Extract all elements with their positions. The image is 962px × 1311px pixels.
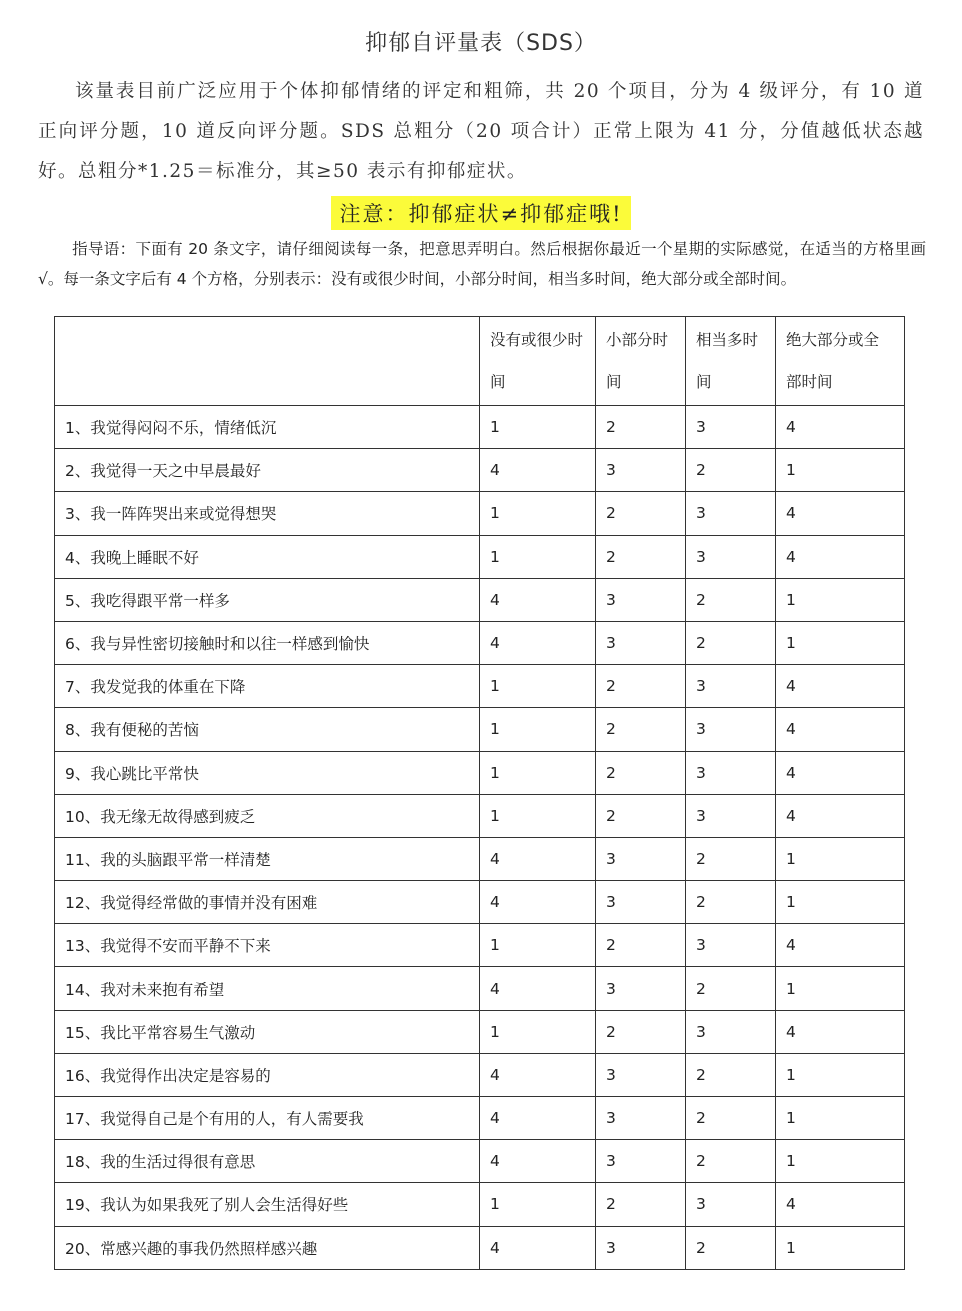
score-cell[interactable]: 2 xyxy=(596,924,686,967)
score-cell[interactable]: 2 xyxy=(596,665,686,708)
item-text: 18、我的生活过得很有意思 xyxy=(55,1140,480,1183)
score-cell[interactable]: 2 xyxy=(686,621,776,664)
item-text: 1、我觉得闷闷不乐，情绪低沉 xyxy=(55,406,480,449)
score-cell[interactable]: 4 xyxy=(776,1183,905,1226)
score-cell[interactable]: 2 xyxy=(686,967,776,1010)
score-cell[interactable]: 3 xyxy=(596,881,686,924)
score-cell[interactable]: 1 xyxy=(776,967,905,1010)
table-row xyxy=(55,708,905,751)
table-row xyxy=(55,1226,905,1269)
table-row xyxy=(55,578,905,621)
score-cell[interactable]: 1 xyxy=(480,535,596,578)
table-row xyxy=(55,1010,905,1053)
item-text: 9、我心跳比平常快 xyxy=(55,751,480,794)
score-cell[interactable]: 3 xyxy=(686,1183,776,1226)
score-cell[interactable]: 3 xyxy=(596,837,686,880)
header-rarely: 没有或很少时间 xyxy=(480,317,596,406)
intro-paragraph: 该量表目前广泛应用于个体抑郁情绪的评定和粗筛，共 20 个项目，分为 4 级评分，有 10 道正向评分题，10 道反向评分题。SDS 总粗分（20 项合计）正常上限为 41 分，分值越低状态越好。总粗分*1.25＝标准分，其≥50 表示有抑郁症状。 xyxy=(38,81,924,182)
score-cell[interactable]: 1 xyxy=(776,881,905,924)
item-text: 10、我无缘无故得感到疲乏 xyxy=(55,794,480,837)
score-cell[interactable]: 4 xyxy=(776,406,905,449)
table-row xyxy=(55,492,905,535)
item-text: 17、我觉得自己是个有用的人，有人需要我 xyxy=(55,1097,480,1140)
score-cell[interactable]: 2 xyxy=(596,751,686,794)
table-row xyxy=(55,1053,905,1096)
item-text: 4、我晚上睡眠不好 xyxy=(55,535,480,578)
score-cell[interactable]: 2 xyxy=(686,449,776,492)
score-cell[interactable]: 2 xyxy=(596,794,686,837)
score-cell[interactable]: 3 xyxy=(596,578,686,621)
table-row xyxy=(55,665,905,708)
score-cell[interactable]: 1 xyxy=(480,751,596,794)
score-cell[interactable]: 3 xyxy=(596,449,686,492)
score-cell[interactable]: 3 xyxy=(686,492,776,535)
table-row xyxy=(55,621,905,664)
item-text: 8、我有便秘的苦恼 xyxy=(55,708,480,751)
score-cell[interactable]: 3 xyxy=(686,794,776,837)
score-cell[interactable]: 3 xyxy=(596,1053,686,1096)
score-cell[interactable]: 4 xyxy=(480,621,596,664)
score-cell[interactable]: 4 xyxy=(776,751,905,794)
item-text: 15、我比平常容易生气激动 xyxy=(55,1010,480,1053)
table-row xyxy=(55,449,905,492)
table-header-row xyxy=(55,317,905,406)
score-cell[interactable]: 4 xyxy=(480,1140,596,1183)
table-row xyxy=(55,1140,905,1183)
score-cell[interactable]: 4 xyxy=(776,794,905,837)
score-cell[interactable]: 4 xyxy=(776,708,905,751)
score-cell[interactable]: 1 xyxy=(480,492,596,535)
score-cell[interactable]: 2 xyxy=(686,881,776,924)
item-text: 14、我对未来抱有希望 xyxy=(55,967,480,1010)
score-cell[interactable]: 4 xyxy=(480,449,596,492)
notice-highlight: 注意：抑郁症状≠抑郁症哦! xyxy=(331,196,630,230)
sds-scale-table xyxy=(54,316,905,1270)
table-row xyxy=(55,837,905,880)
score-cell[interactable]: 3 xyxy=(686,924,776,967)
header-mostly: 绝大部分或全部时间 xyxy=(776,317,905,406)
score-cell[interactable]: 3 xyxy=(686,751,776,794)
score-cell[interactable]: 4 xyxy=(480,1226,596,1269)
header-often: 相当多时间 xyxy=(686,317,776,406)
score-cell[interactable]: 4 xyxy=(480,578,596,621)
table-row xyxy=(55,924,905,967)
item-text: 19、我认为如果我死了别人会生活得好些 xyxy=(55,1183,480,1226)
item-text: 5、我吃得跟平常一样多 xyxy=(55,578,480,621)
score-cell[interactable]: 2 xyxy=(686,1140,776,1183)
table-row xyxy=(55,535,905,578)
score-cell[interactable]: 4 xyxy=(776,1010,905,1053)
item-text: 7、我发觉我的体重在下降 xyxy=(55,665,480,708)
score-cell[interactable]: 1 xyxy=(480,794,596,837)
item-text: 13、我觉得不安而平静不下来 xyxy=(55,924,480,967)
notice-container xyxy=(0,196,962,230)
score-cell[interactable]: 3 xyxy=(686,665,776,708)
score-cell[interactable]: 3 xyxy=(596,1097,686,1140)
score-cell[interactable]: 1 xyxy=(776,1053,905,1096)
item-text: 20、常感兴趣的事我仍然照样感兴趣 xyxy=(55,1226,480,1269)
score-cell[interactable]: 3 xyxy=(596,1140,686,1183)
score-cell[interactable]: 2 xyxy=(686,1053,776,1096)
score-cell[interactable]: 4 xyxy=(480,967,596,1010)
table-row xyxy=(55,406,905,449)
score-cell[interactable]: 1 xyxy=(480,665,596,708)
score-cell[interactable]: 1 xyxy=(776,578,905,621)
table-row xyxy=(55,794,905,837)
score-cell[interactable]: 1 xyxy=(480,924,596,967)
item-text: 11、我的头脑跟平常一样清楚 xyxy=(55,837,480,880)
score-cell[interactable]: 1 xyxy=(480,1183,596,1226)
item-text: 6、我与异性密切接触时和以往一样感到愉快 xyxy=(55,621,480,664)
score-cell[interactable]: 3 xyxy=(686,535,776,578)
header-item xyxy=(55,317,480,406)
score-cell[interactable]: 2 xyxy=(596,1010,686,1053)
score-cell[interactable]: 3 xyxy=(596,1226,686,1269)
table-row xyxy=(55,1183,905,1226)
score-cell[interactable]: 4 xyxy=(480,837,596,880)
score-cell[interactable]: 1 xyxy=(776,1097,905,1140)
item-text: 12、我觉得经常做的事情并没有困难 xyxy=(55,881,480,924)
score-cell[interactable]: 3 xyxy=(686,1010,776,1053)
score-cell[interactable]: 4 xyxy=(776,665,905,708)
score-cell[interactable]: 1 xyxy=(776,837,905,880)
score-cell[interactable]: 3 xyxy=(596,621,686,664)
score-cell[interactable]: 3 xyxy=(596,967,686,1010)
table-row xyxy=(55,1097,905,1140)
table-row xyxy=(55,881,905,924)
score-cell[interactable]: 2 xyxy=(686,578,776,621)
table-row xyxy=(55,967,905,1010)
score-cell[interactable]: 2 xyxy=(686,837,776,880)
table-body xyxy=(55,406,905,1270)
score-cell[interactable]: 3 xyxy=(686,708,776,751)
score-cell[interactable]: 2 xyxy=(596,492,686,535)
guide-paragraph: 指导语：下面有 20 条文字，请仔细阅读每一条，把意思弄明白。然后根据你最近一个星期的实际感觉，在适当的方格里画 √。每一条文字后有 4 个方格，分别表示：没有或很少时间，小部分时间，相当多时间，绝大部分或全部时间。 xyxy=(38,240,926,288)
score-cell[interactable]: 2 xyxy=(596,535,686,578)
table-row xyxy=(55,751,905,794)
score-cell[interactable]: 1 xyxy=(776,1226,905,1269)
score-cell[interactable]: 1 xyxy=(480,708,596,751)
score-cell[interactable]: 4 xyxy=(776,492,905,535)
item-text: 2、我觉得一天之中早晨最好 xyxy=(55,449,480,492)
score-cell[interactable]: 4 xyxy=(480,1097,596,1140)
header-some: 小部分时间 xyxy=(596,317,686,406)
score-cell[interactable]: 2 xyxy=(596,406,686,449)
score-cell[interactable]: 2 xyxy=(596,708,686,751)
item-text: 3、我一阵阵哭出来或觉得想哭 xyxy=(55,492,480,535)
page-title: 抑郁自评量表（SDS） xyxy=(365,31,597,56)
score-cell[interactable]: 1 xyxy=(776,621,905,664)
score-cell[interactable]: 3 xyxy=(686,406,776,449)
score-cell[interactable]: 1 xyxy=(480,406,596,449)
score-cell[interactable]: 4 xyxy=(776,535,905,578)
item-text: 16、我觉得作出决定是容易的 xyxy=(55,1053,480,1096)
score-cell[interactable]: 2 xyxy=(596,1183,686,1226)
score-cell[interactable]: 4 xyxy=(776,924,905,967)
score-cell[interactable]: 2 xyxy=(686,1226,776,1269)
score-cell[interactable]: 4 xyxy=(480,1053,596,1096)
score-cell[interactable]: 1 xyxy=(776,1140,905,1183)
score-cell[interactable]: 1 xyxy=(480,1010,596,1053)
score-cell[interactable]: 2 xyxy=(686,1097,776,1140)
score-cell[interactable]: 4 xyxy=(480,881,596,924)
score-cell[interactable]: 1 xyxy=(776,449,905,492)
